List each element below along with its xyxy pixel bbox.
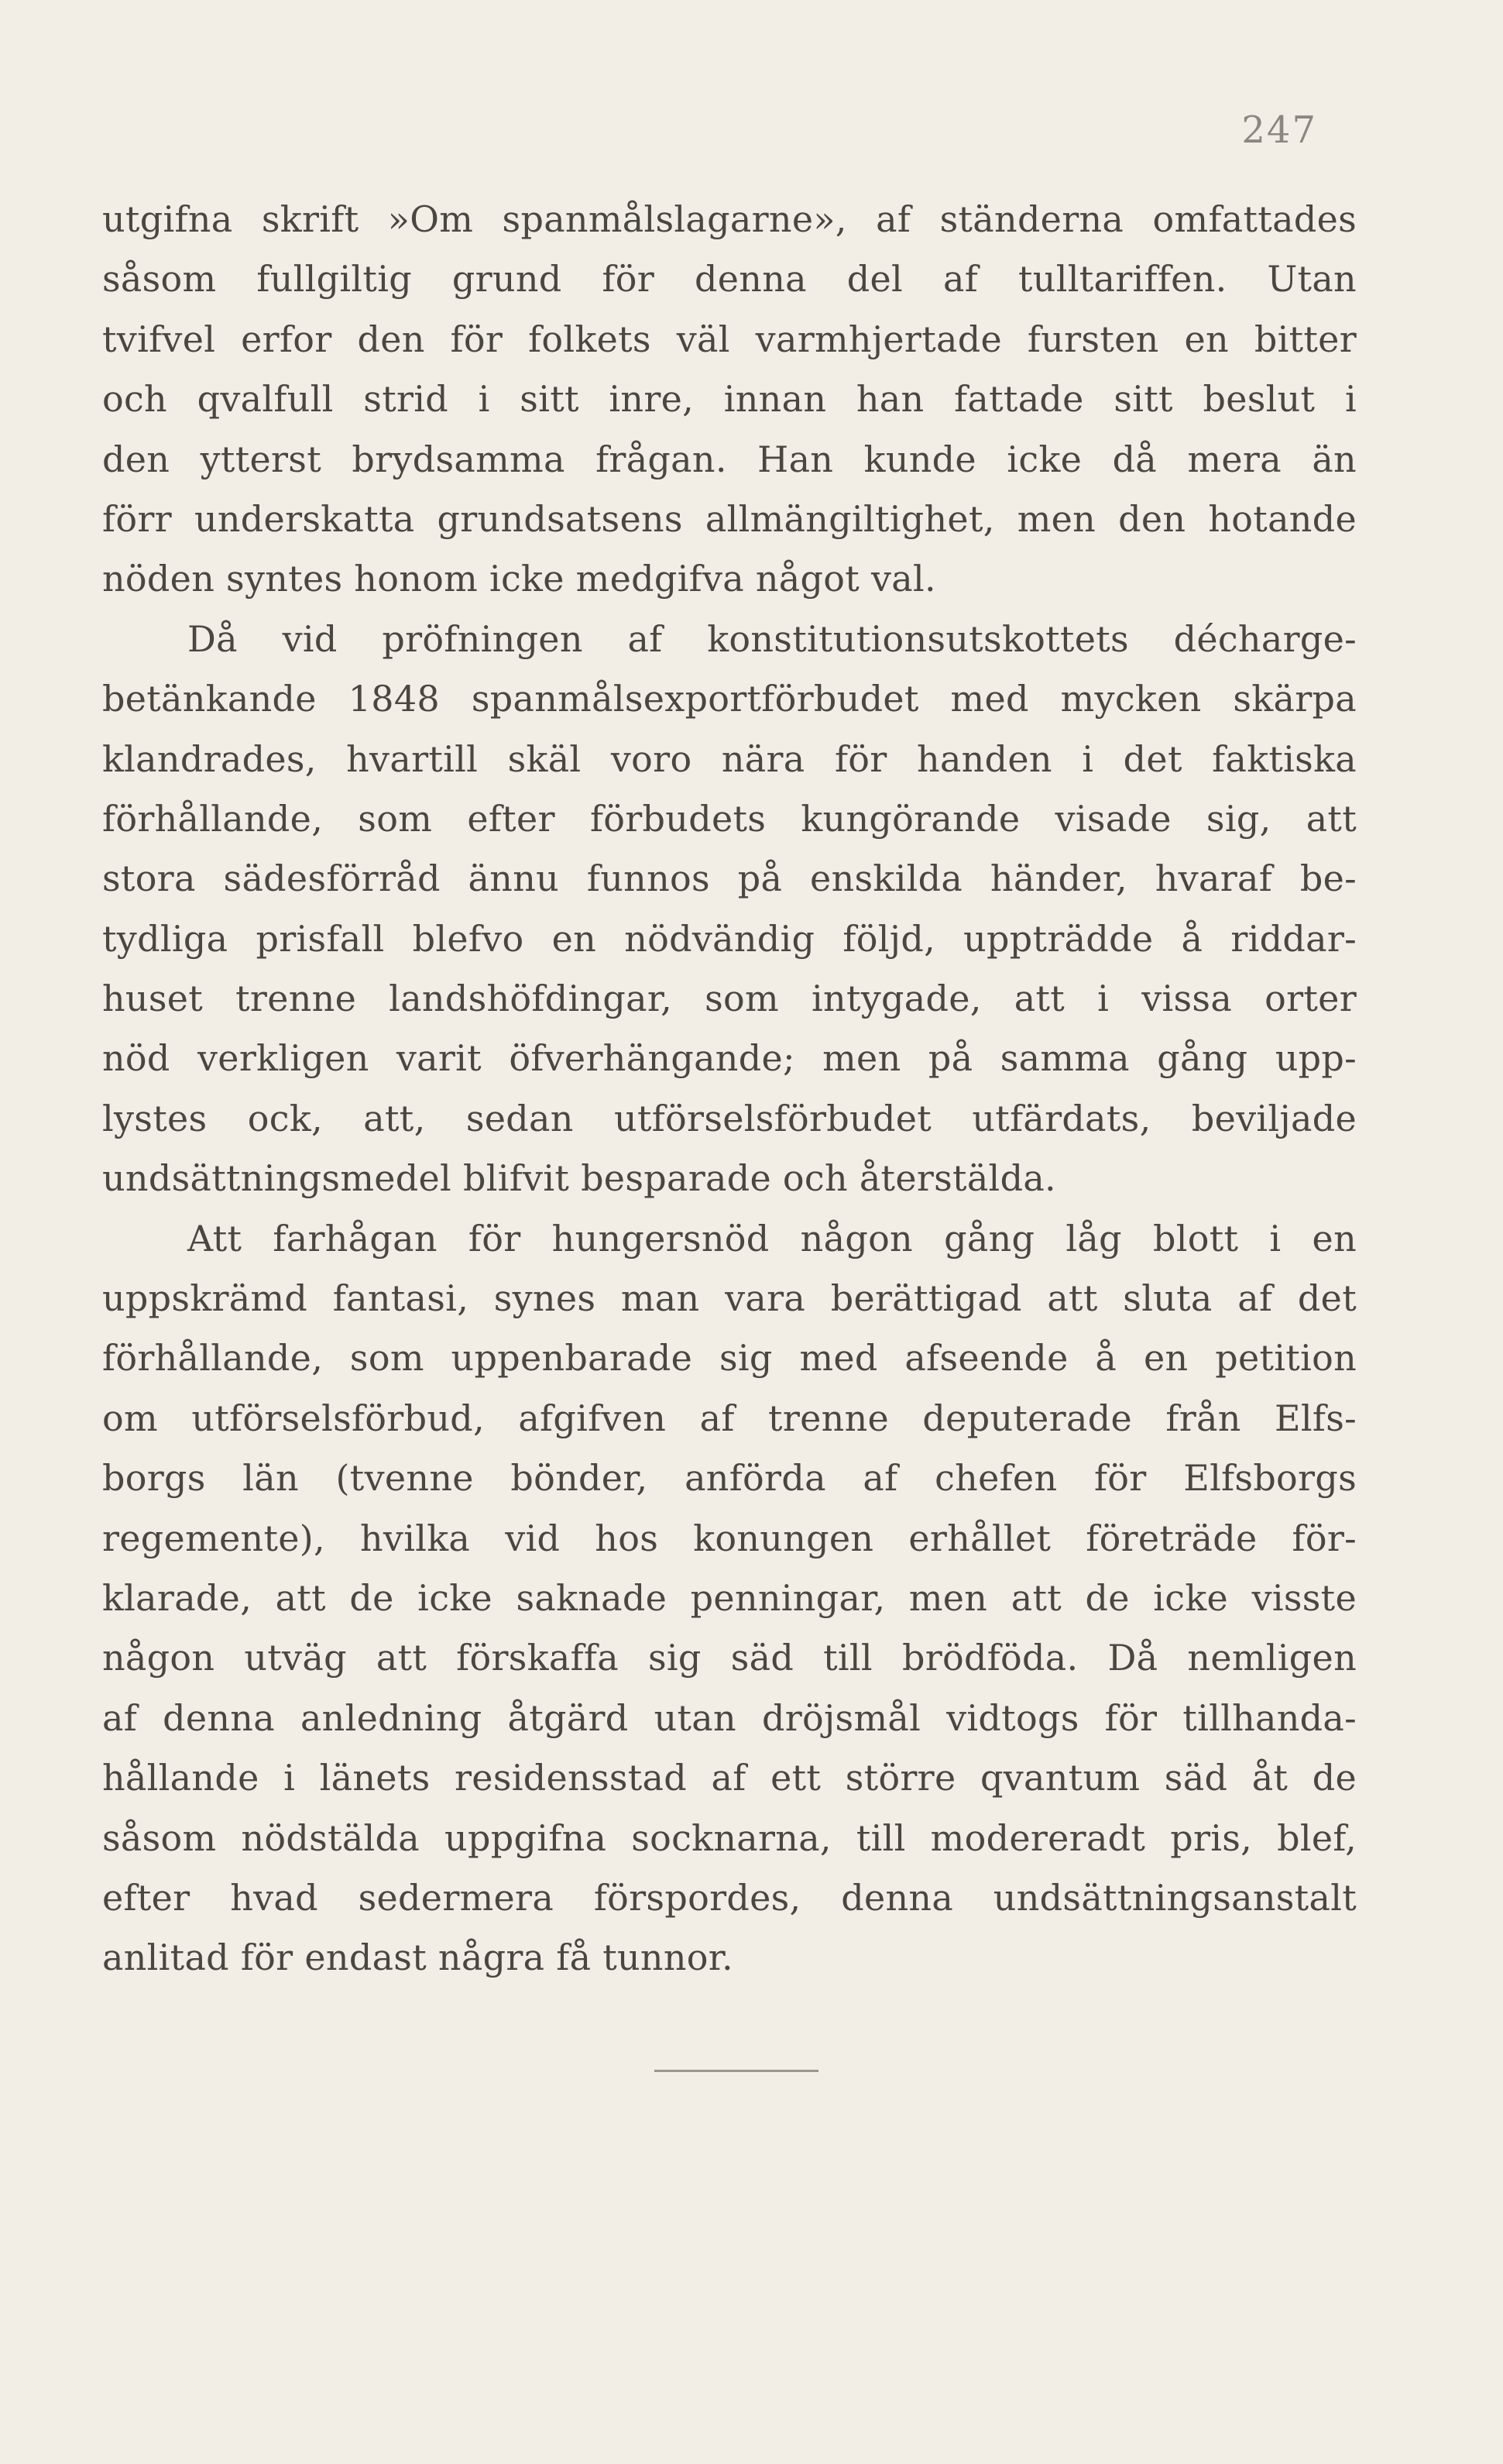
text-line: nöd verkligen varit öfverhängande; men på samma gång upp- [102, 1037, 1357, 1080]
text-line: undsättningsmedel blifvit besparade och återstälda. [102, 1157, 1056, 1200]
text-line: hållande i länets residensstad af ett större qvantum säd åt de [102, 1757, 1357, 1799]
text-line: tydliga prisfall blefvo en nödvändig följd, uppträdde å riddar- [102, 917, 1357, 960]
text-line: borgs län (tvenne bönder, anförda af chefen för Elfsborgs [102, 1457, 1357, 1500]
text-line: Då vid pröfningen af konstitutionsutskottets décharge- [187, 617, 1357, 660]
text-line: den ytterst brydsamma frågan. Han kunde icke då mera än [102, 438, 1357, 480]
text-line: klarade, att de icke saknade penningar, men att de icke visste [102, 1576, 1357, 1619]
text-line: såsom nödstälda uppgifna socknarna, till modereradt pris, blef, [102, 1816, 1357, 1859]
text-line: förr underskatta grundsatsens allmängiltighet, men den hotande [102, 497, 1357, 540]
text-line: efter hvad sedermera förspordes, denna undsättningsanstalt [102, 1876, 1357, 1919]
text-line: om utförselsförbud, afgifven af trenne deputerade från Elfs- [102, 1397, 1357, 1439]
footer-rule [654, 2070, 818, 2072]
text-line: förhållande, som efter förbudets kungörande visade sig, att [102, 797, 1357, 840]
text-line: klandrades, hvartill skäl voro nära för handen i det faktiska [102, 737, 1357, 780]
text-line: tvifvel erfor den för folkets väl varmhjertade fursten en bitter [102, 318, 1357, 360]
page-number: 247 [1241, 108, 1317, 152]
text-line: anlitad för endast några få tunnor. [102, 1936, 733, 1979]
text-line: regemente), hvilka vid hos konungen erhållet företräde för- [102, 1517, 1357, 1559]
text-line: utgifna skrift »Om spanmålslagarne», af ständerna omfattades [102, 198, 1357, 240]
text-line: och qvalfull strid i sitt inre, innan han fattade sitt beslut i [102, 378, 1357, 421]
text-line: nöden syntes honom icke medgifva något val. [102, 558, 936, 600]
text-line: lystes ock, att, sedan utförselsförbudet utfärdats, beviljade [102, 1097, 1357, 1139]
text-line: såsom fullgiltig grund för denna del af tulltariffen. Utan [102, 258, 1357, 301]
text-line: betänkande 1848 spanmålsexportförbudet med mycken skärpa [102, 678, 1357, 720]
text-line: någon utväg att förskaffa sig säd till brödföda. Då nemligen [102, 1637, 1357, 1679]
text-line: förhållande, som uppenbarade sig med afseende å en petition [102, 1337, 1357, 1380]
text-line: stora sädesförråd ännu funnos på enskilda händer, hvaraf be- [102, 857, 1357, 900]
text-line: af denna anledning åtgärd utan dröjsmål vidtogs för tillhanda- [102, 1696, 1357, 1739]
body-text [102, 190, 1357, 1988]
text-line: uppskrämd fantasi, synes man vara berättigad att sluta af det [102, 1277, 1357, 1320]
text-line: huset trenne landshöfdingar, som intygade, att i vissa orter [102, 978, 1357, 1020]
text-line: Att farhågan för hungersnöd någon gång låg blott i en [187, 1217, 1357, 1259]
